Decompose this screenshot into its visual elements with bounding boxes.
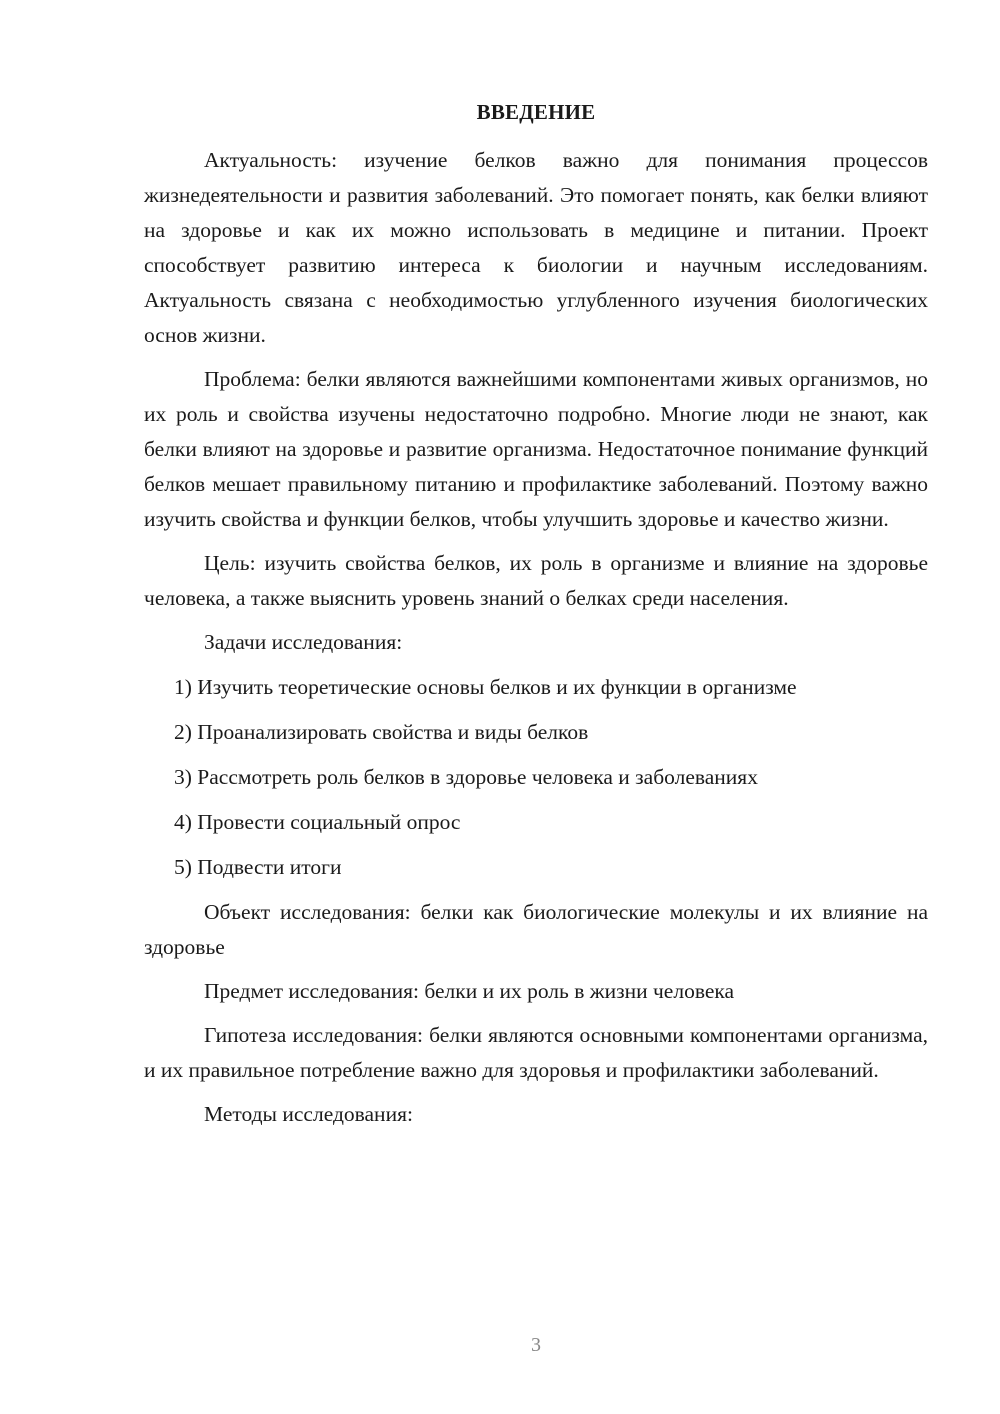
task-item: 3) Рассмотреть роль белков в здоровье человека и заболеваниях [174,765,758,789]
tasks-list [144,670,928,885]
document-body [144,143,928,1142]
relevance-paragraph: Актуальность: изучение белков важно для понимания процессов жизнедеятельности и развития заболеваний. Это помогает понять, как белки влияют на здоровье и как их можно использовать в медицине и питании. Проект способствует развитию интереса к биологии и научным исследованиям. Актуальность связана с необходимостью углубленного изучения биологических основ жизни. [144,148,928,347]
problem-paragraph: Проблема: белки являются важнейшими компонентами живых организмов, но их роль и свойства изучены недостаточно подробно. Многие люди не знают, как белки влияют на здоровье и развитие организма. Недостаточное понимание функций белков мешает правильному питанию и профилактике заболеваний. Поэтому важно изучить свойства и функции белков, чтобы улучшить здоровье и качество жизни. [144,367,928,531]
goal-paragraph: Цель: изучить свойства белков, их роль в организме и влияние на здоровье человека, а также выяснить уровень знаний о белках среди населения. [144,551,928,610]
task-item: 4) Провести социальный опрос [174,810,461,834]
hypothesis-paragraph: Гипотеза исследования: белки являются основными компонентами организма, и их правильное потребление важно для здоровья и профилактики заболеваний. [144,1023,928,1082]
task-item: 1) Изучить теоретические основы белков и их функции в организме [174,675,797,699]
subject-paragraph: Предмет исследования: белки и их роль в жизни человека [204,979,735,1003]
task-item: 2) Проанализировать свойства и виды белков [174,720,589,744]
methods-heading: Методы исследования: [204,1102,413,1126]
task-item: 5) Подвести итоги [174,855,342,879]
page-title: ВВЕДЕНИЕ [476,100,596,124]
tasks-heading: Задачи исследования: [204,630,403,654]
page-number: 3 [531,1334,541,1356]
object-paragraph: Объект исследования: белки как биологические молекулы и их влияние на здоровье [144,900,928,959]
